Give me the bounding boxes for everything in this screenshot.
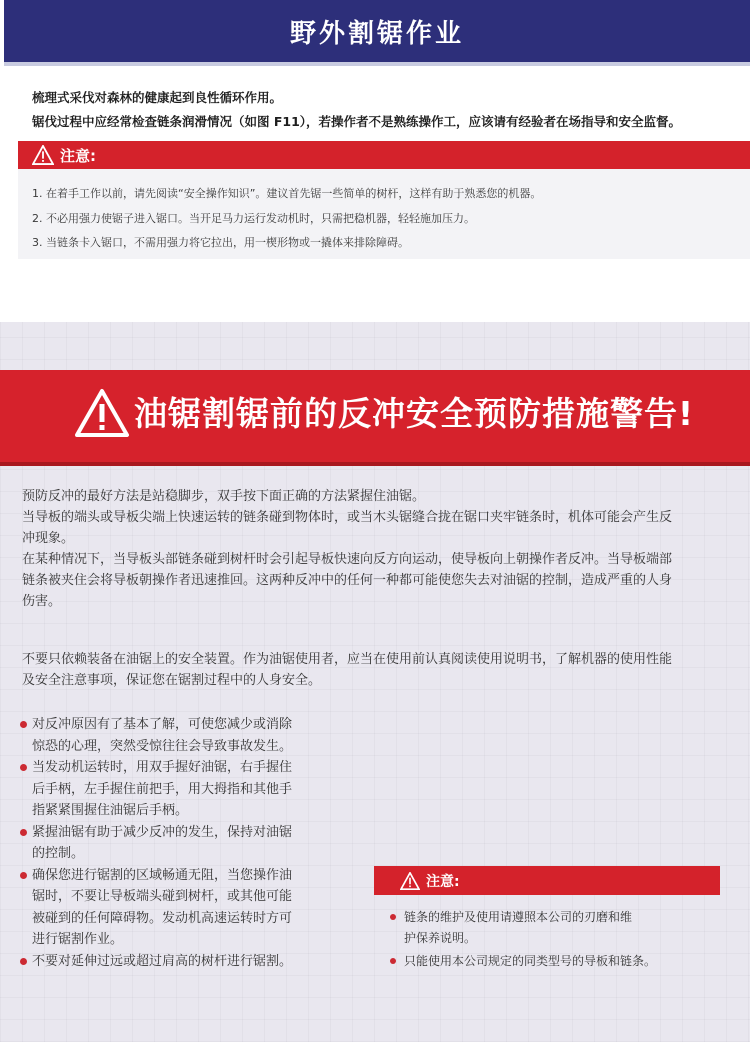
bullet-dot xyxy=(390,914,396,920)
paragraph-line: 及安全注意事项，保证您在锯割过程中的人身安全。 xyxy=(22,673,322,688)
notice-header xyxy=(374,866,720,895)
paragraph-line: 链条被夹住会将导板朝操作者迅速推回。这两种反冲中的任何一种都可能使您失去对油锯的控制，造成严重的人身 xyxy=(22,573,673,588)
intro-text xyxy=(32,86,681,134)
notice-box xyxy=(374,895,720,985)
warning-triangle-icon xyxy=(74,388,130,438)
list-item-line: 被碰到的任何障碍物。发动机高速运转时方可 xyxy=(32,910,293,926)
notice-item: 3. 当链条卡入锯口，不需用强力将它拉出，用一楔形物或一撬体来排除障碍。 xyxy=(32,236,409,249)
notice-label: 注意: xyxy=(60,146,96,165)
list-item-line: 后手柄，左手握住前把手，用大拇指和其他手 xyxy=(32,781,293,797)
list-item-line: 进行锯割作业。 xyxy=(32,932,124,947)
list-item-line: 当发动机运转时，用双手握好油锯，右手握住 xyxy=(32,760,293,775)
intro-line: 锯伐过程中应经常检查链条润滑情况（如图 F11），若操作者不是熟练操作工，应该请有经验者在场指导和安全监督。 xyxy=(32,114,682,129)
kickback-warning-banner xyxy=(0,370,750,466)
warning-triangle-icon xyxy=(32,145,54,165)
intro-line: 梳理式采伐对森林的健康起到良性循环作用。 xyxy=(32,90,283,105)
field-sawing-section xyxy=(0,0,750,322)
list-item-line: 确保您进行锯割的区域畅通无阻，当您操作油 xyxy=(32,867,293,883)
paragraph-line: 预防反冲的最好方法是站稳脚步，双手按下面正确的方法紧握住油锯。 xyxy=(22,489,426,504)
paragraph-line: 不要只依赖装备在油锯上的安全装置。作为油锯使用者，应当在使用前认真阅读使用说明书，了解机器的使用性能 xyxy=(22,652,673,667)
precaution-list xyxy=(20,714,340,972)
section-title-bar xyxy=(4,0,750,62)
list-item-line: 锯时，不要让导板端头碰到树杆，或其他可能 xyxy=(32,889,293,904)
bullet-dot xyxy=(20,721,27,728)
banner-title: 油锯割锯前的反冲安全预防措施警告! xyxy=(134,394,695,433)
list-item xyxy=(390,951,674,972)
kickback-warning-section xyxy=(0,322,750,1042)
paragraph-line: 在某种情况下，当导板头部链条碰到树杆时会引起导板快速向反方向运动，使导板向上朝操作者反冲。当导板端部 xyxy=(22,552,673,567)
list-item xyxy=(20,951,340,973)
list-item xyxy=(20,822,340,865)
bullet-dot xyxy=(20,958,27,965)
list-item-line: 只能使用本公司规定的同类型号的导板和链条。 xyxy=(404,954,657,968)
paragraph-line: 冲现象。 xyxy=(22,531,75,546)
list-item-line: 对反冲原因有了基本了解，可使您减少或消除 xyxy=(32,717,293,732)
list-item xyxy=(390,907,674,949)
kickback-explanation xyxy=(22,486,742,612)
list-item-line: 惊恐的心理，突然受惊往往会导致事故发生。 xyxy=(32,738,293,754)
safety-device-note xyxy=(22,649,742,691)
bullet-dot xyxy=(20,872,27,879)
title-underline xyxy=(4,62,750,66)
bullet-dot xyxy=(390,958,396,964)
list-item-line: 护保养说明。 xyxy=(404,931,477,945)
notice-item: 2. 不必用强力使锯子进入锯口。当开足马力运行发动机时，只需把稳机器，轻轻施加压力。 xyxy=(32,212,475,225)
paragraph-line: 伤害。 xyxy=(22,594,62,609)
list-item-line: 紧握油锯有助于减少反冲的发生，保持对油锯 xyxy=(32,824,293,840)
list-item xyxy=(20,865,340,951)
notice-item: 1. 在着手工作以前，请先阅读“安全操作知识”。建议首先锯一些简单的树杆，这样有助于熟悉您的机器。 xyxy=(32,187,542,200)
list-item xyxy=(20,714,340,757)
section-title: 野外割锯作业 xyxy=(289,18,464,49)
warning-triangle-icon xyxy=(400,872,420,890)
bullet-dot xyxy=(20,764,27,771)
notice-label: 注意: xyxy=(426,873,460,890)
paragraph-line: 当导板的端头或导板尖端上快速运转的链条碰到物体时，或当木头锯缝合拢在锯口夹牢链条时，机体可能会产生反 xyxy=(22,510,673,525)
bullet-dot xyxy=(20,829,27,836)
notice-box xyxy=(18,169,750,259)
list-item-line: 的控制。 xyxy=(32,846,85,861)
list-item-line: 链条的维护及使用请遵照本公司的刃磨和维 xyxy=(404,910,633,924)
notice-header xyxy=(18,141,750,169)
list-item xyxy=(20,757,340,822)
list-item-line: 指紧紧围握住油锯后手柄。 xyxy=(32,803,189,818)
list-item-line: 不要对延伸过远或超过肩高的树杆进行锯割。 xyxy=(32,953,293,969)
